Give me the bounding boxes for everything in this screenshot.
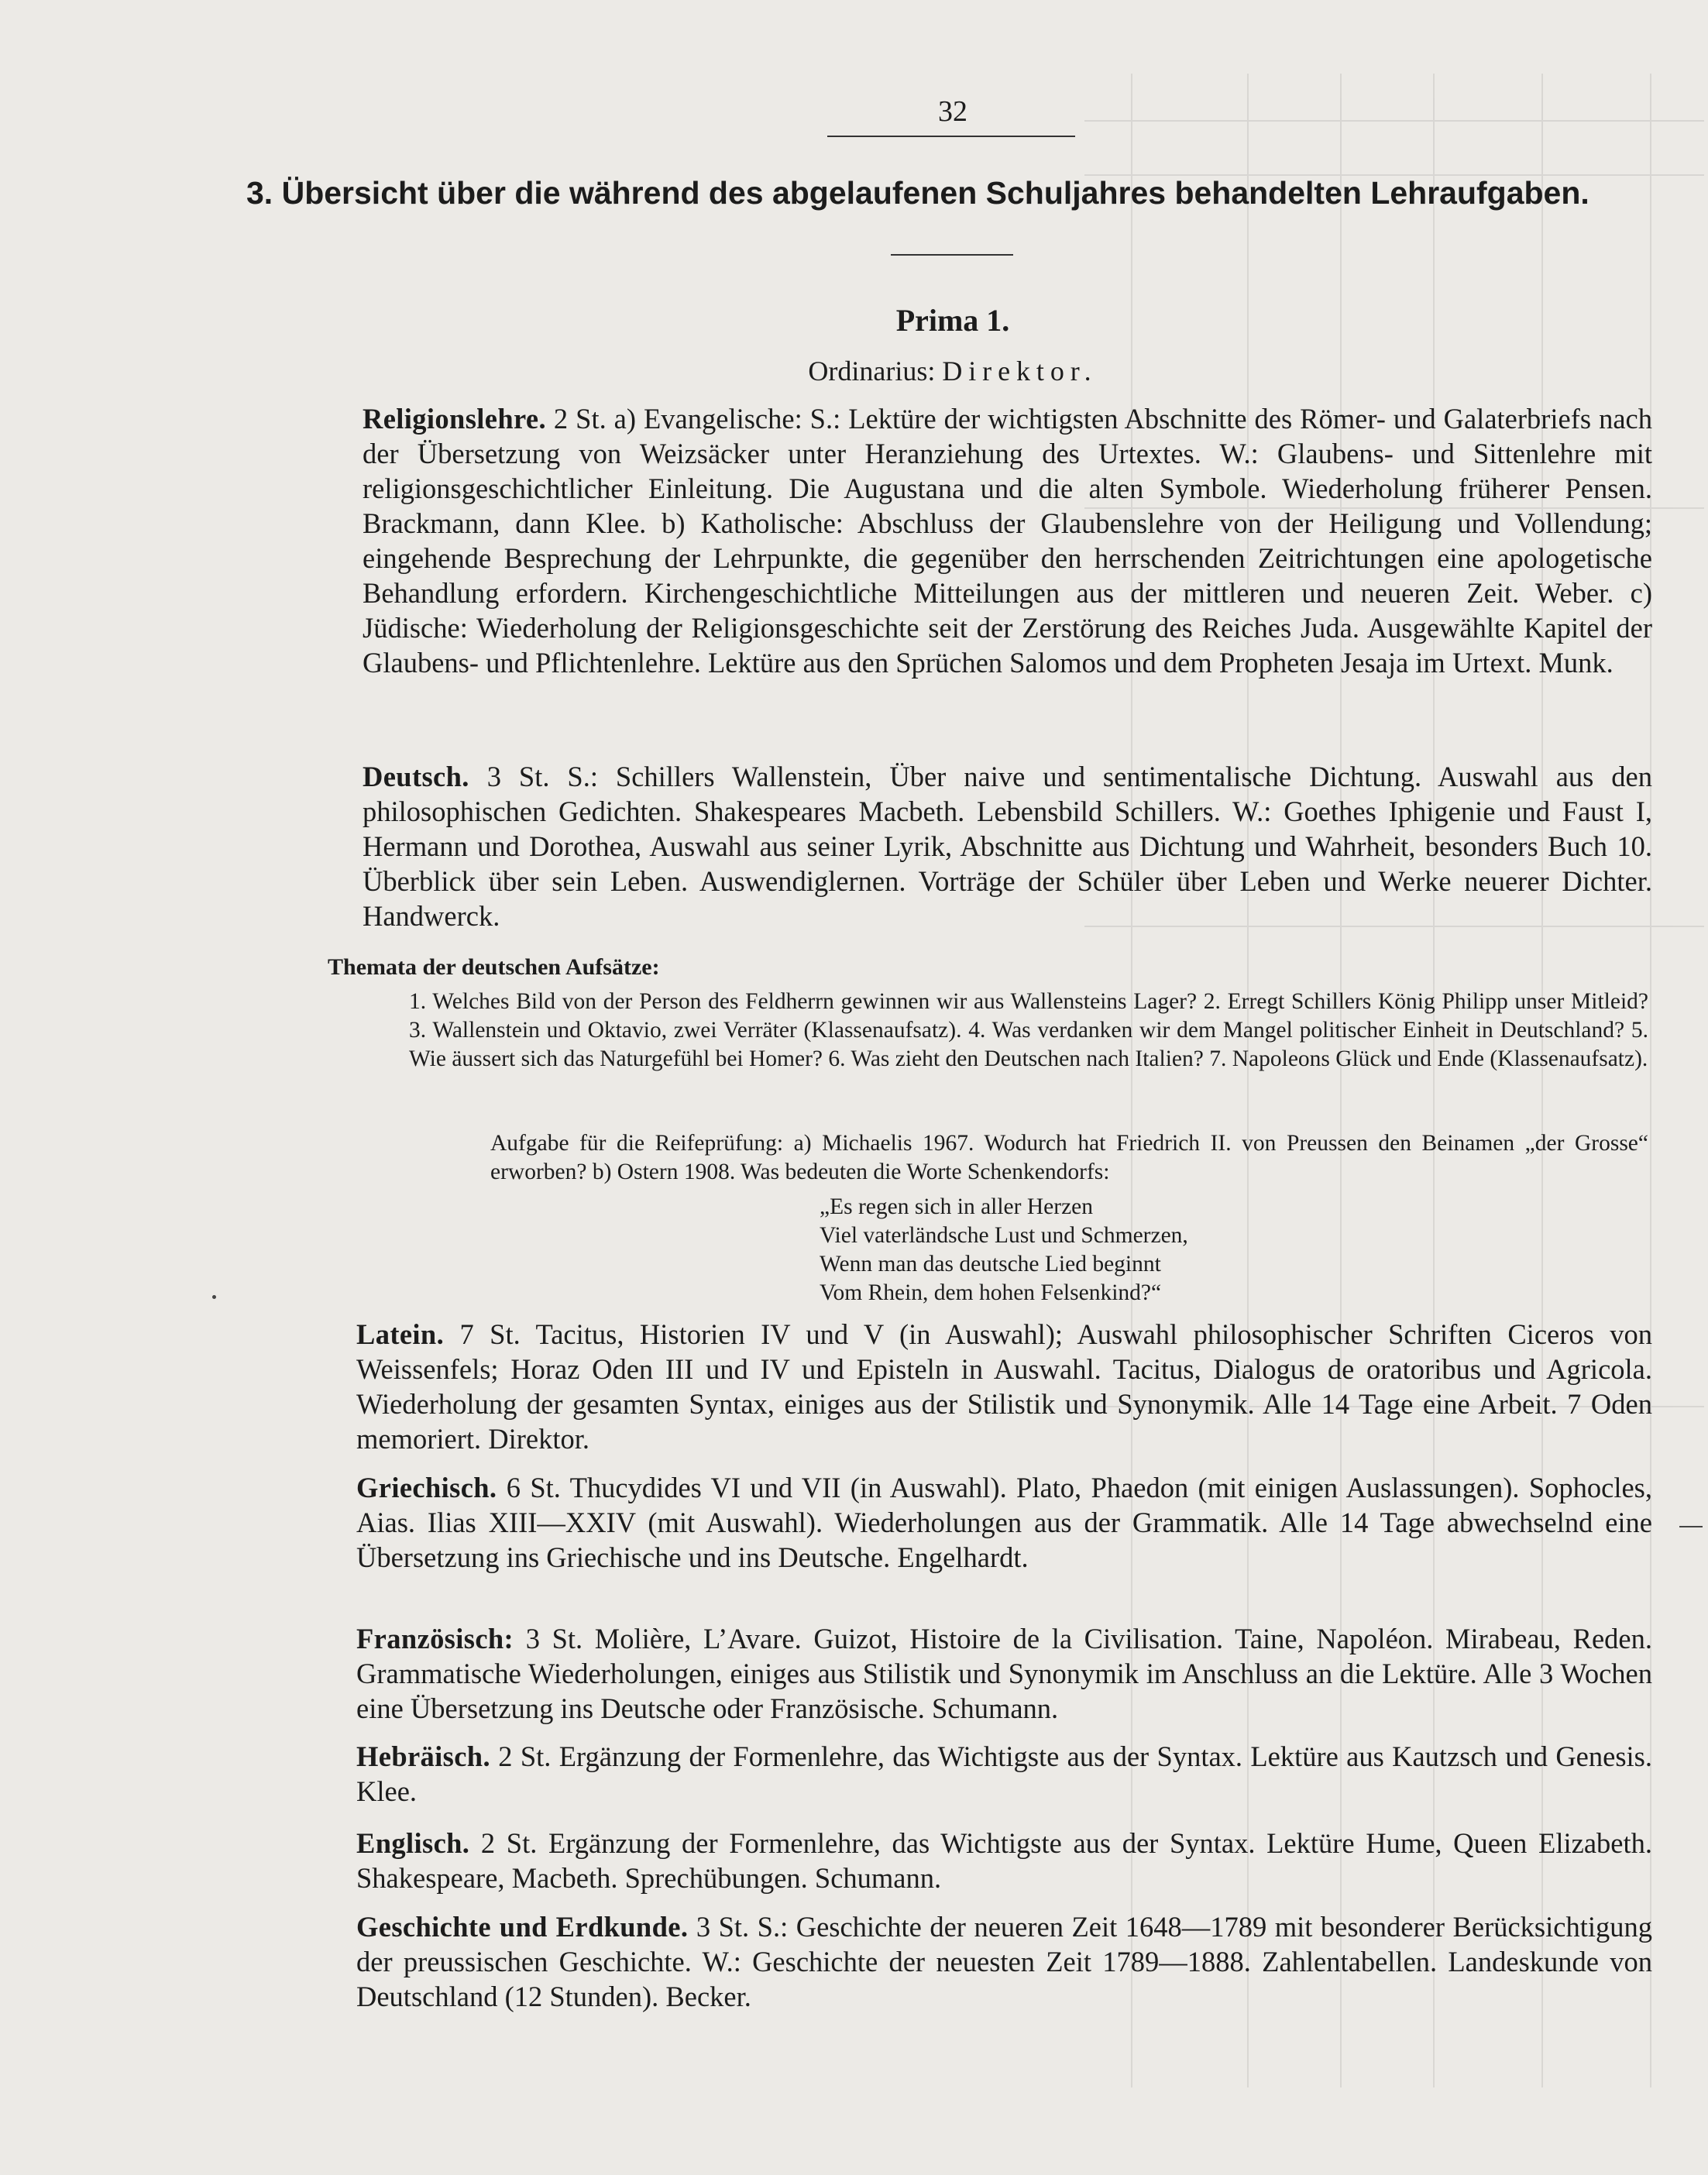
poem-line: Vom Rhein, dem hohen Felsenkind?“ bbox=[820, 1280, 1162, 1305]
subject-text: 7 St. Tacitus, Historien IV und V (in Auswahl); Auswahl philosophischer Schriften Ciceros von Weissenfels; Horaz Oden III und IV und Episteln in Auswahl. Tacitus, Dialogus de oratoribus und Agricola. Wiederholung der gesamten Syntax, einiges aus der Stilistik und Synonymik. Alle 14 Tage eine Arbeit. 7 Oden memoriert. Direktor. bbox=[356, 1318, 1652, 1455]
subject-heading: Religionslehre. bbox=[363, 403, 546, 435]
subject-text: 2 St. Ergänzung der Formenlehre, das Wichtigste aus der Syntax. Lektüre Hume, Queen Elizabeth. Shakespeare, Macbeth. Sprechübungen. Schumann. bbox=[356, 1827, 1652, 1894]
subject-heading: Deutsch. bbox=[363, 761, 469, 792]
subject-heading: Hebräisch. bbox=[356, 1740, 490, 1772]
poem-line: Wenn man das deutsche Lied beginnt bbox=[820, 1252, 1161, 1276]
title-rule bbox=[891, 254, 1013, 256]
page-number-rule bbox=[827, 136, 1075, 137]
subject-text: 6 St. Thucydides VI und VII (in Auswahl). Plato, Phaedon (mit einigen Auslassungen). Sophocles, Aias. Ilias XIII—XXIV (mit Auswahl). Wiederholungen aus der Grammatik. Alle 14 Tage abwechselnd eine Übersetzung ins Griechische und ins Deutsche. Engelhardt. bbox=[356, 1472, 1652, 1573]
ordinarius-line bbox=[697, 355, 1208, 387]
subject-text: 2 St. a) Evangelische: S.: Lektüre der wichtigsten Abschnitte des Römer- und Galaterbriefs nach der Übersetzung von Weizsäcker unter Heranziehung des Urtextes. W.: Glaubens- und Sittenlehre mit religionsgeschichtlicher Einleitung. Die Augustana und die alten Symbole. Wiederholung früherer Pensen. Brackmann, dann Klee. b) Katholische: Abschluss der Glaubenslehre von der Heiligung und Vollendung; eingehende Besprechung der Lehrpunkte, die gegenüber den herrschenden Zeitrichtungen eine apologetische Behandlung erfordern. Kirchengeschichtliche Mitteilungen aus der mittleren und neueren Zeit. Weber. c) Jüdische: Wiederholung der Religionsgeschichte seit der Zerstörung des Reiches Juda. Ausgewählte Kapitel der Glaubens- und Pflichtenlehre. Lektüre aus den Sprüchen Salomos und dem Propheten Jesaja im Urtext. Munk. bbox=[363, 403, 1652, 679]
subject-religion bbox=[246, 401, 1652, 680]
ordinarius-label: Ordinarius: bbox=[808, 356, 936, 387]
page-title: 3. Übersicht über die während des abgelaufenen Schuljahres behandelten Lehraufgaben. bbox=[246, 175, 1589, 211]
subject-text: 2 St. Ergänzung der Formenlehre, das Wichtigste aus der Syntax. Lektüre aus Kautzsch und Genesis. Klee. bbox=[356, 1740, 1652, 1807]
subject-englisch bbox=[240, 1826, 1652, 1895]
subject-franzoesisch bbox=[240, 1621, 1652, 1726]
subject-heading: Englisch. bbox=[356, 1827, 470, 1859]
section-heading: Prima 1. bbox=[895, 303, 1010, 338]
page-number: 32 bbox=[938, 95, 967, 128]
subject-griechisch bbox=[240, 1470, 1652, 1575]
subject-heading: Französisch: bbox=[356, 1623, 514, 1654]
paper-speck bbox=[212, 1295, 216, 1299]
subject-text: 3 St. Molière, L’Avare. Guizot, Histoire de la Civilisation. Taine, Napoléon. Mirabeau, Reden. Grammatische Wiederholungen, einiges aus Stilistik und Synonymik im Anschluss an die Lektüre. Alle 3 Wochen eine Übersetzung ins Deutsche oder Französische. Schumann. bbox=[356, 1623, 1652, 1724]
subject-text: 3 St. S.: Geschichte der neueren Zeit 1648—1789 mit besonderer Berücksichtigung der preussischen Geschichte. W.: Geschichte der neuesten Zeit 1789—1888. Zahlentabellen. Landeskunde von Deutschland (12 Stunden). Becker. bbox=[356, 1911, 1652, 2012]
poem-line: Viel vaterländsche Lust und Schmerzen, bbox=[820, 1223, 1188, 1248]
poem-line: „Es regen sich in aller Herzen bbox=[820, 1194, 1094, 1219]
subject-geschichte bbox=[240, 1909, 1652, 2014]
ordinarius-name: Direktor. bbox=[942, 356, 1098, 387]
reifepruefung-line: Aufgabe für die Reifeprüfung: a) Michaelis 1967. Wodurch hat Friedrich II. von Preussen den Beinamen „der Grosse“ erworben? b) Ostern 1908. Was bedeuten die Worte Schenkendorfs: bbox=[490, 1131, 1648, 1184]
subject-hebraeisch bbox=[240, 1739, 1652, 1809]
subject-heading: Griechisch. bbox=[356, 1472, 497, 1503]
subject-heading: Geschichte und Erdkunde. bbox=[356, 1911, 689, 1943]
themata-heading: Themata der deutschen Aufsätze: bbox=[328, 954, 660, 980]
subject-text: 3 St. S.: Schillers Wallenstein, Über naive und sentimentalische Dichtung. Auswahl aus den philosophischen Gedichten. Shakespeares Macbeth. Lebensbild Schillers. W.: Goethes Iphigenie und Faust I, Hermann und Dorothea, Auswahl aus seiner Lyrik, Abschnitte aus Dichtung und Wahrheit, besonders Buch 10. Überblick über sein Leben. Auswendiglernen. Vorträge der Schüler über Leben und Werke neuerer Dichter. Handwerck. bbox=[363, 761, 1652, 932]
margin-mark bbox=[1679, 1526, 1703, 1527]
subject-heading: Latein. bbox=[356, 1318, 445, 1350]
subject-deutsch bbox=[246, 759, 1652, 933]
themata-list: 1. Welches Bild von der Person des Feldherrn gewinnen wir aus Wallensteins Lager? 2. Erregt Schillers König Philipp unser Mitleid? 3. Wallenstein und Oktavio, zwei Verräter (Klassenaufsatz). 4. Was verdanken wir dem Mangel politischer Einheit in Deutschland? 5. Wie äussert sich das Naturgefühl bei Homer? 6. Was zieht den Deutschen nach Italien? 7. Napoleons Glück und Ende (Klassenaufsatz). bbox=[409, 989, 1648, 1071]
subject-latein bbox=[240, 1317, 1652, 1456]
poem-quote bbox=[820, 1193, 1362, 1307]
reifepruefung-text bbox=[409, 1129, 1648, 1187]
